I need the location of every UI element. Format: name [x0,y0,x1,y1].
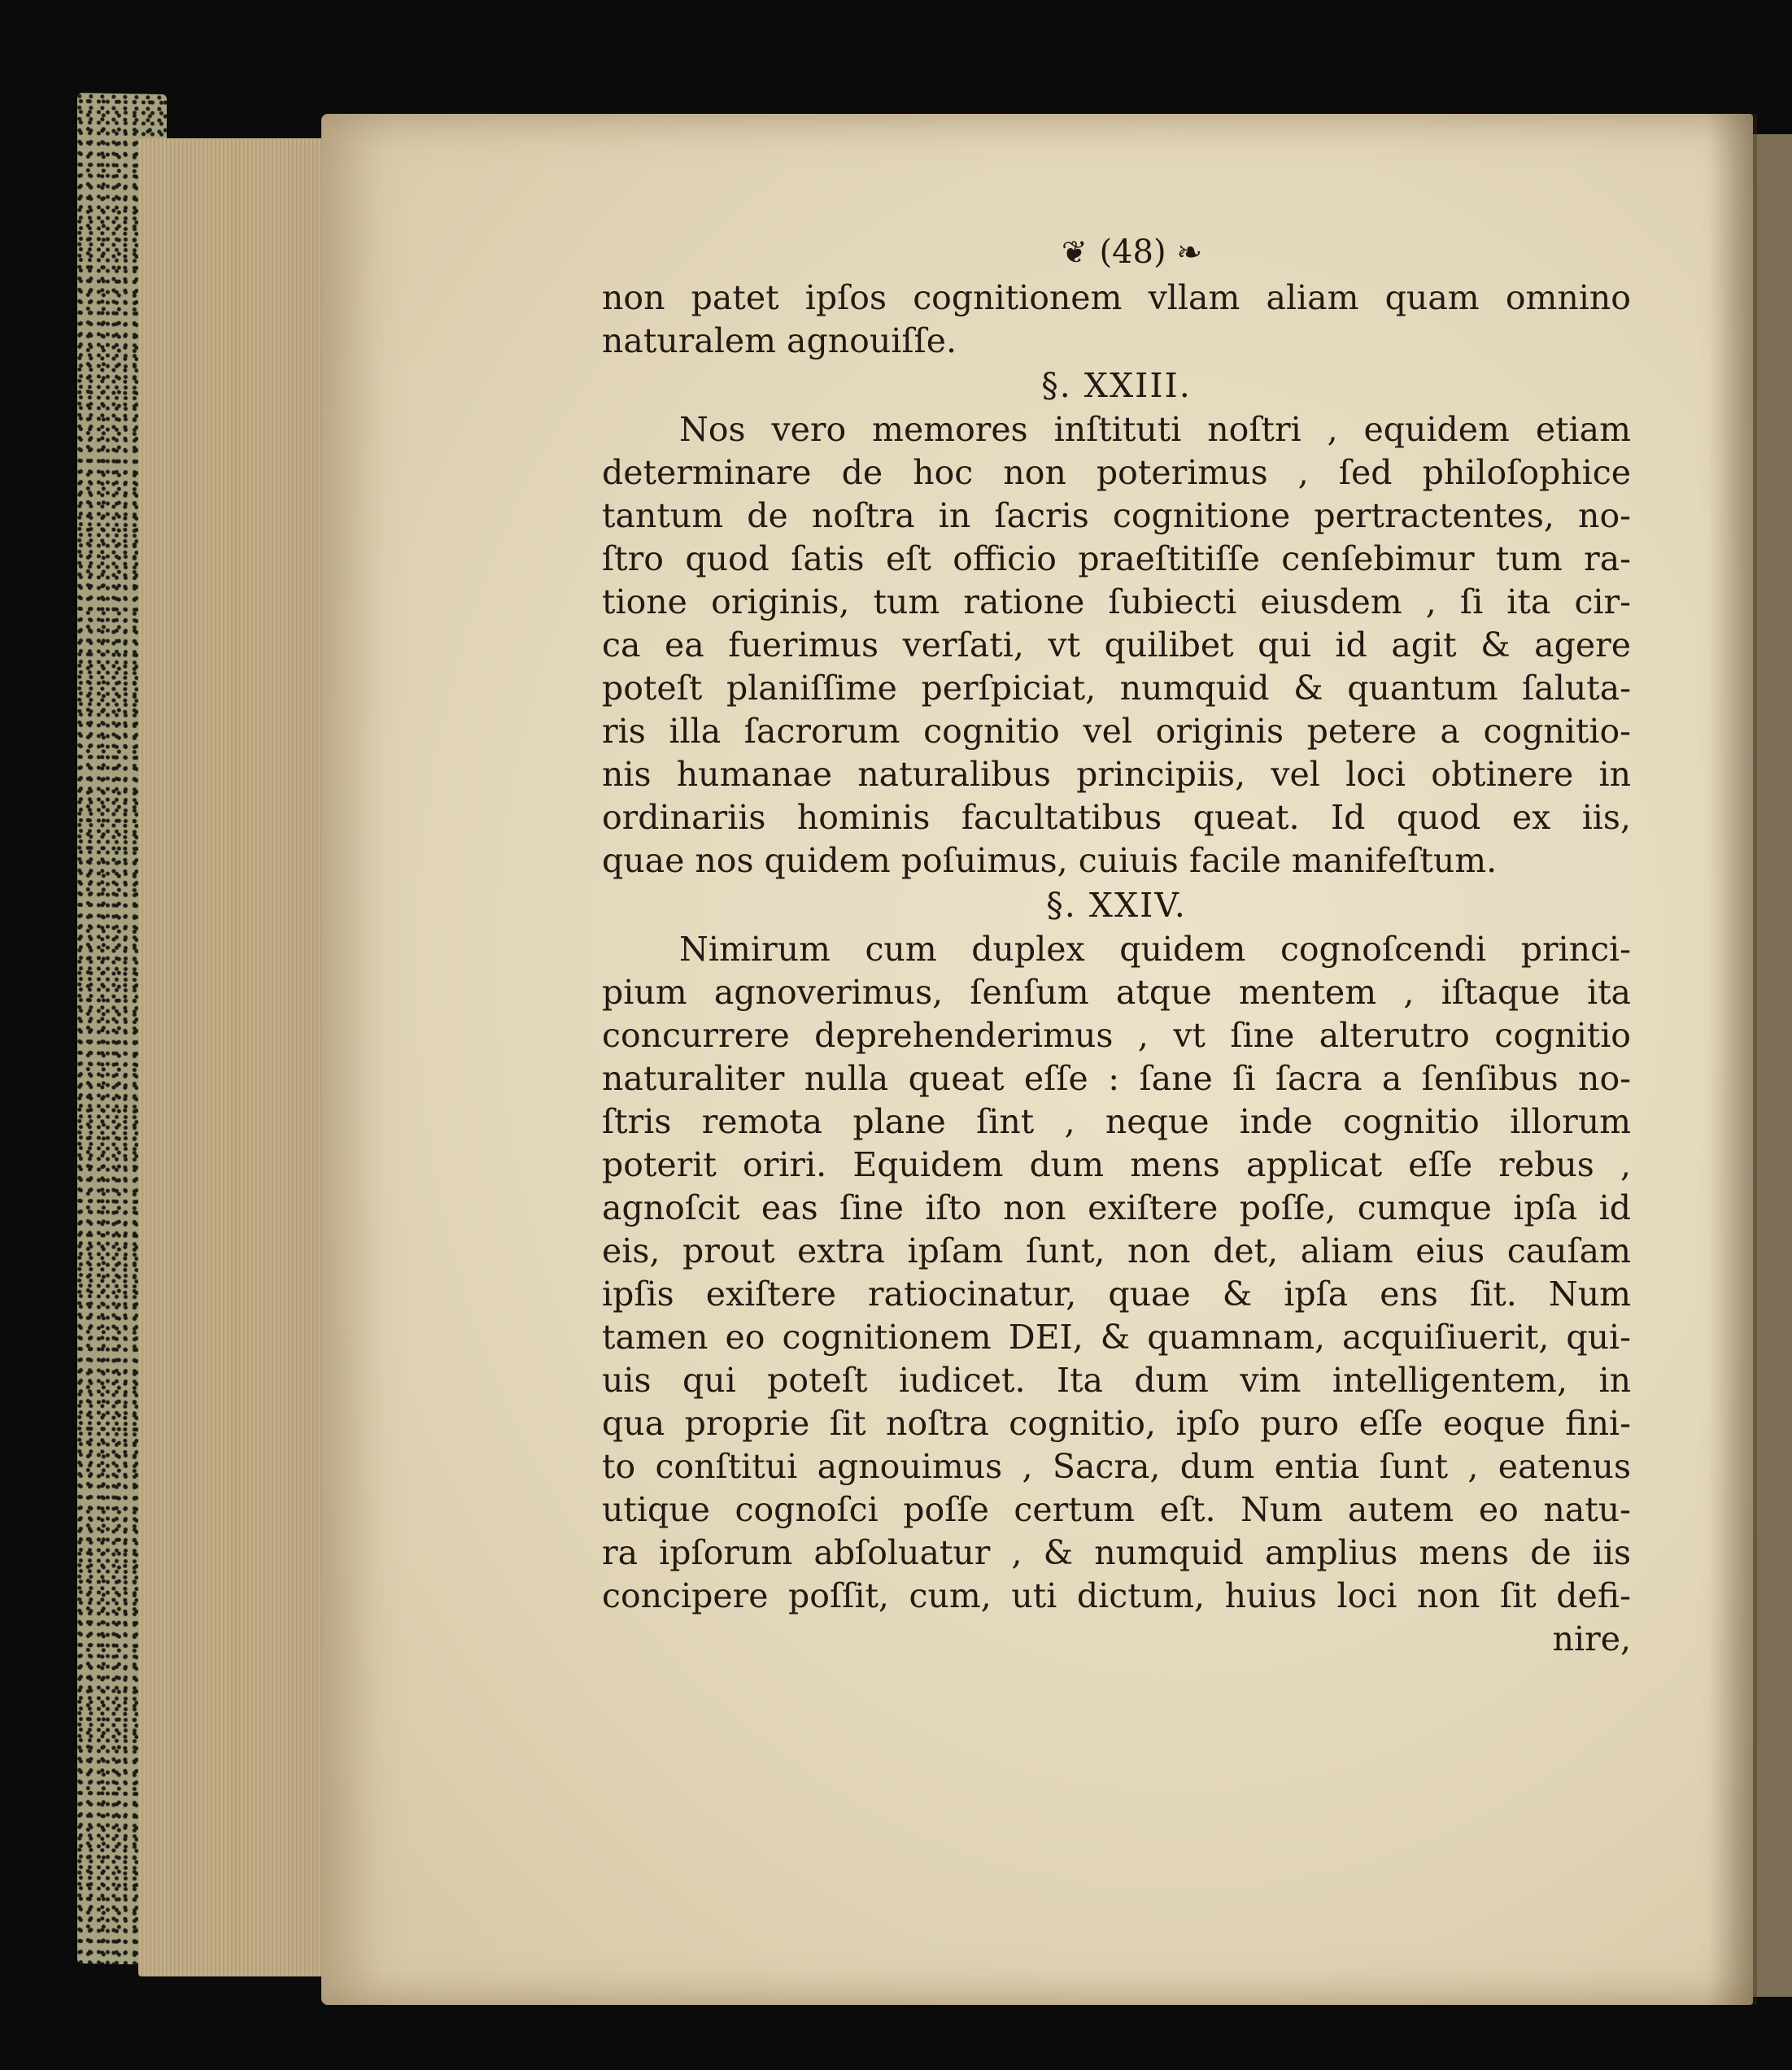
catchword: nire, [1552,1619,1631,1658]
text-line: ordinariis hominis facultatibus queat. Id quod ex iis, [602,798,1631,837]
book-page-edges [138,138,350,1976]
page-text-block [602,228,1631,1661]
text-line: Nos vero memores inſtituti noſtri , equidem etiam [679,410,1631,449]
text-line: quae nos quidem poſuimus, cuiuis facile manifeſtum. [602,841,1498,880]
text-line: determinare de hoc non poterimus , ſed philoſophice [602,453,1631,492]
text-line: naturalem agnouiſſe. [602,321,957,360]
right-ornament-icon: ❧ [1176,234,1205,270]
text-line: tamen eo cognitionem DEI, & quamnam, acquiſiuerit, qui- [602,1318,1631,1357]
text-line: ra ipſorum abſoluatur , & numquid amplius mens de iis [602,1533,1631,1572]
running-header [634,228,1631,277]
left-ornament-icon: ❦ [1061,234,1089,270]
text-line: Nimirum cum duplex quidem cognoſcendi princi- [679,930,1631,969]
text-line: tione originis, tum ratione ſubiecti eiusdem , ſi ita cir- [602,582,1631,621]
text-line: poterit oriri. Equidem dum mens applicat eſſe rebus , [602,1145,1631,1184]
page-number: (48) [1099,233,1166,271]
text-line: nis humanae naturalibus principiis, vel loci obtinere in [602,755,1631,794]
section-heading-xxiii: §. XXIII. [1041,366,1192,405]
text-line: to conſtitui agnouimus , Sacra, dum entia ſunt , eatenus [602,1447,1631,1486]
text-line: tantum de noſtra in ſacris cognitione pertractentes, no- [602,496,1631,535]
text-line: naturaliter nulla queat eſſe : ſane ſi ſacra a ſenſibus no- [602,1059,1631,1098]
gutter-shadow [1708,114,1757,2005]
text-line: agnoſcit eas ſine iſto non exiſtere poſſe, cumque ipſa id [602,1188,1631,1227]
text-line: non patet ipſos cognitionem vllam aliam quam omnino [602,278,1631,317]
text-line: eis, prout extra ipſam ſunt, non det, aliam eius cauſam [602,1231,1631,1270]
facing-page-edge [1753,134,1792,1997]
text-line: poteſt planiſſime perſpiciat, numquid & quantum ſaluta- [602,669,1631,708]
text-line: utique cognoſci poſſe certum eſt. Num autem eo natu- [602,1490,1631,1529]
text-line: ipſis exiſtere ratiocinatur, quae & ipſa ens ſit. Num [602,1275,1631,1314]
section-heading-xxiv: §. XXIV. [1046,886,1187,925]
text-line: ſtro quod ſatis eſt officio praeſtitiſſe cenſebimur tum ra- [602,539,1631,578]
text-line: concipere poſſit, cum, uti dictum, huius loci non ſit defi- [602,1576,1631,1615]
text-line: ris illa ſacrorum cognitio vel originis petere a cognitio- [602,712,1631,751]
text-line: ſtris remota plane ſint , neque inde cognitio illorum [602,1102,1631,1141]
text-line: uis qui poteſt iudicet. Ita dum vim intelligentem, in [602,1361,1631,1400]
text-line: qua proprie ſit noſtra cognitio, ipſo puro eſſe eoque fini- [602,1404,1631,1443]
text-line: concurrere deprehenderimus , vt ſine alterutro cognitio [602,1016,1631,1055]
text-line: ca ea fuerimus verſati, vt quilibet qui id agit & agere [602,625,1631,665]
text-line: pium agnoverimus, ſenſum atque mentem , iſtaque ita [602,973,1631,1012]
